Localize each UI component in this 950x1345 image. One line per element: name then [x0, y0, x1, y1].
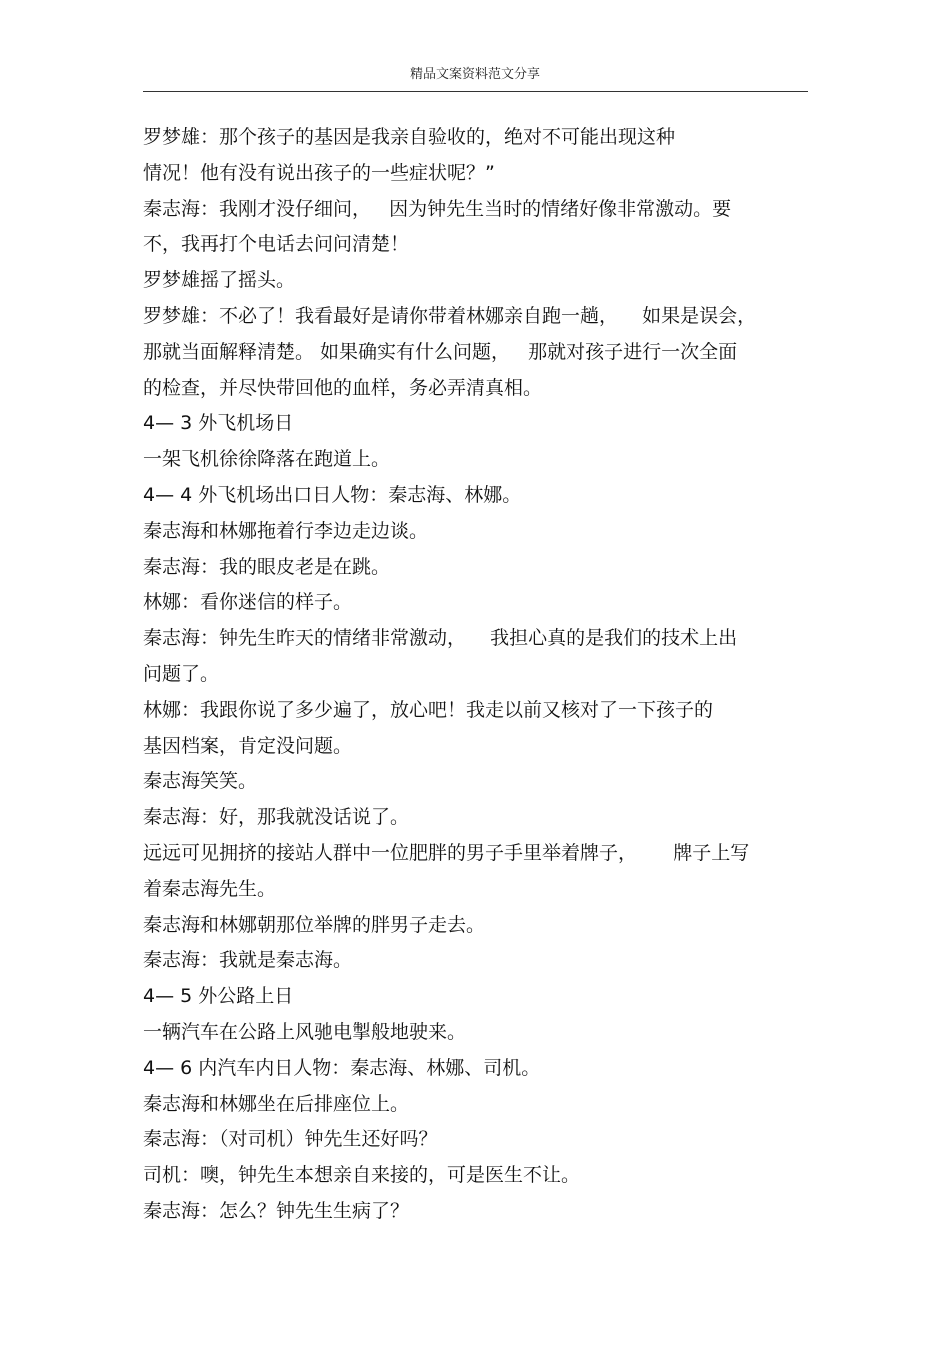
text-line: 秦志海：我就是秦志海。: [143, 949, 353, 972]
header-divider: [143, 91, 808, 92]
text-line: 秦志海：（对司机）钟先生还好吗？: [143, 1128, 438, 1151]
text-line: 4— 6 内汽车内日人物：秦志海、林娜、司机。: [143, 1056, 541, 1079]
text-line: 秦志海笑笑。: [143, 770, 258, 793]
text-line: 罗梦雄：不必了！我看最好是请你带着林娜亲自跑一趟， 如果是误会，: [143, 304, 757, 327]
text-line: 罗梦雄摇了摇头。: [143, 269, 296, 292]
script-body: [143, 120, 808, 1230]
page-header: 精品文案资料范文分享: [409, 67, 540, 82]
text-line: 秦志海：怎么？钟先生生病了？: [143, 1199, 410, 1222]
text-line: 的检查，并尽快带回他的血样，务必弄清真相。: [143, 376, 543, 399]
text-line: 不，我再打个电话去问问清楚！: [143, 233, 410, 256]
text-line: 4— 5 外公路上日: [143, 985, 294, 1008]
text-line: 秦志海和林娜拖着行李边走边谈。: [143, 519, 429, 542]
text-line: 情况！他有没有说出孩子的一些症状呢？”: [143, 161, 495, 184]
text-line: 司机：噢，钟先生本想亲自来接的，可是医生不让。: [143, 1164, 581, 1187]
text-line: 林娜：我跟你说了多少遍了，放心吧！我走以前又核对了一下孩子的: [143, 698, 714, 721]
text-line: 4— 3 外飞机场日: [143, 412, 294, 435]
text-line: 着秦志海先生。: [143, 877, 277, 900]
text-line: 秦志海：我刚才没仔细问， 因为钟先生当时的情绪好像非常激动。要: [143, 197, 732, 220]
text-line: 那就当面解释清楚。 如果确实有什么问题， 那就对孩子进行一次全面: [143, 340, 738, 363]
text-line: 秦志海：我的眼皮老是在跳。: [143, 555, 391, 578]
text-line: 一辆汽车在公路上风驰电掣般地驶来。: [143, 1020, 467, 1043]
text-line: 远远可见拥挤的接站人群中一位肥胖的男子手里举着牌子， 牌子上写: [143, 841, 750, 864]
text-line: 问题了。: [143, 662, 220, 685]
text-line: 罗梦雄：那个孩子的基因是我亲自验收的，绝对不可能出现这种: [143, 126, 676, 148]
text-line: 秦志海和林娜朝那位举牌的胖男子走去。: [143, 913, 486, 936]
text-line: 秦志海和林娜坐在后排座位上。: [143, 1092, 410, 1115]
text-line: 基因档案，肯定没问题。: [143, 734, 353, 757]
text-line: 4— 4 外飞机场出口日人物：秦志海、林娜。: [143, 483, 522, 506]
text-line: 林娜：看你迷信的样子。: [143, 591, 353, 614]
text-line: 一架飞机徐徐降落在跑道上。: [143, 448, 391, 471]
text-line: 秦志海：钟先生昨天的情绪非常激动， 我担心真的是我们的技术上出: [143, 627, 738, 650]
text-line: 秦志海：好，那我就没话说了。: [143, 806, 410, 829]
